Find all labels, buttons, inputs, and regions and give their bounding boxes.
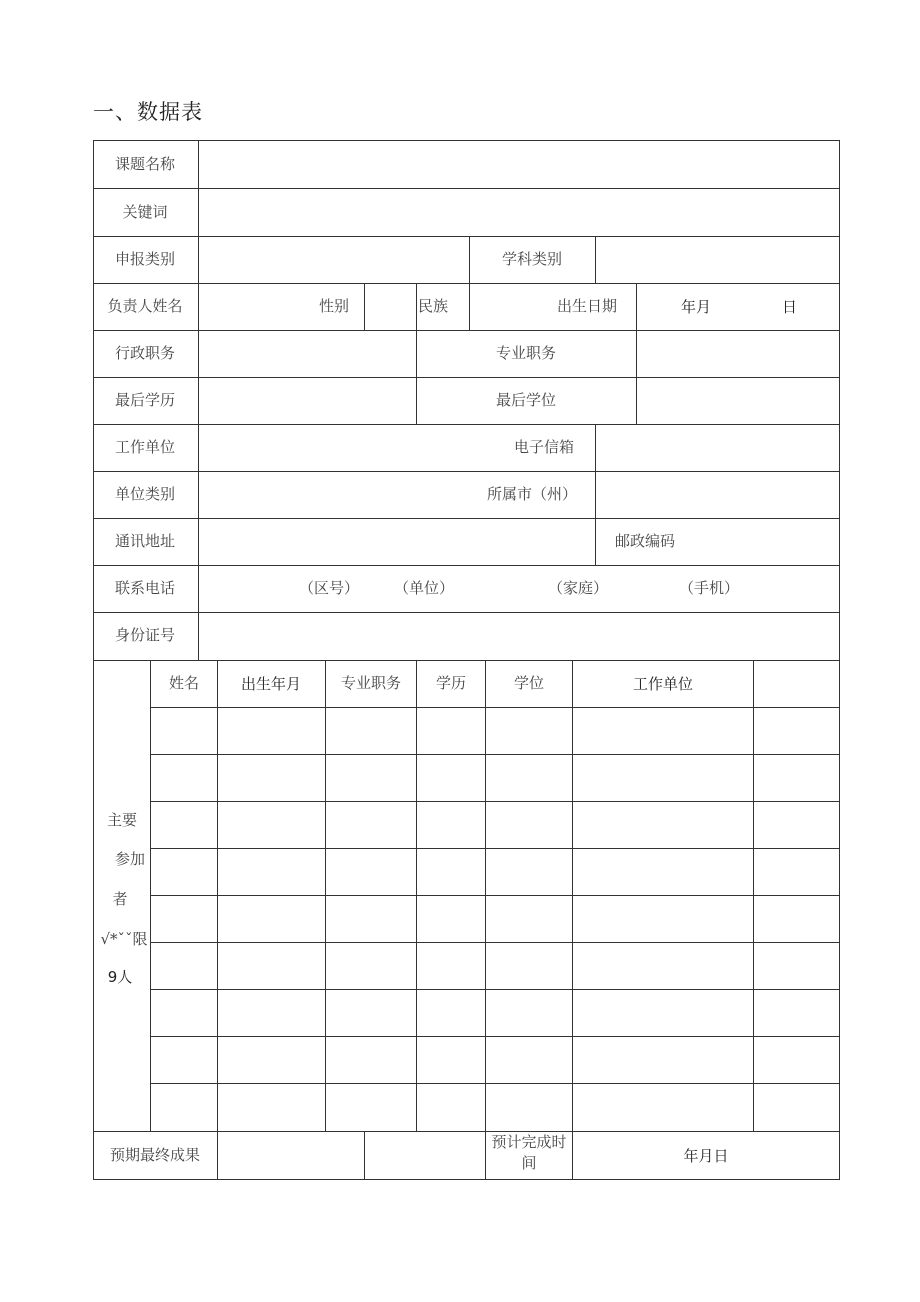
final-education-label: 最后学历	[114, 391, 176, 409]
address-label: 通讯地址	[114, 532, 176, 550]
id-number-label: 身份证号	[114, 626, 176, 644]
birth-date-year-month[interactable]: 年月	[681, 298, 712, 316]
phone-work[interactable]: （单位）	[394, 579, 455, 597]
phone-mobile[interactable]: （手机）	[679, 579, 740, 597]
admin-position-label: 行政职务	[114, 344, 176, 362]
planned-completion-label: 预计完成时	[491, 1133, 567, 1151]
column-divider	[364, 1131, 365, 1180]
final-education-field[interactable]	[199, 378, 416, 424]
keywords-label: 关键词	[122, 203, 168, 221]
birth-date-day[interactable]: 日	[782, 298, 798, 316]
participants-column-header: 姓名	[168, 674, 200, 692]
city-field[interactable]	[596, 472, 839, 518]
keywords-field[interactable]	[199, 189, 839, 236]
row-divider	[93, 1131, 840, 1132]
participants-column-header: 学历	[435, 674, 467, 692]
row-divider	[93, 565, 840, 566]
address-field[interactable]	[199, 519, 595, 565]
topic-name-label: 课题名称	[114, 155, 176, 173]
completion-date-field[interactable]: 年月日	[683, 1147, 729, 1165]
participants-side-label: 参加	[114, 850, 146, 868]
phone-label: 联系电话	[114, 579, 176, 597]
professional-title-label: 专业职务	[495, 344, 557, 362]
birth-date-label: 出生日期	[557, 297, 618, 315]
leader-name-field[interactable]	[199, 284, 309, 330]
ethnicity-label: 民族	[418, 297, 449, 315]
participants-column-header: 工作单位	[632, 675, 694, 693]
column-divider	[469, 236, 470, 330]
column-divider	[416, 330, 417, 424]
participants-limit-label: √*ˇˇ限	[100, 930, 148, 948]
apply-category-label: 申报类别	[114, 250, 176, 268]
column-divider	[636, 283, 637, 330]
participants-side-label: 者	[112, 890, 128, 908]
apply-category-field[interactable]	[199, 237, 469, 283]
participants-side-label: 主要	[106, 811, 138, 829]
participants-column-header: 出生年月	[240, 675, 302, 693]
page-title: 一、数据表	[93, 100, 203, 124]
participants-column-header: 专业职务	[340, 674, 402, 692]
id-number-field[interactable]	[199, 613, 839, 660]
postal-code-label: 邮政编码	[615, 532, 676, 550]
work-unit-label: 工作单位	[114, 438, 176, 456]
unit-type-label: 单位类别	[114, 485, 176, 503]
phone-area-code[interactable]: （区号）	[299, 579, 360, 597]
professional-title-field[interactable]	[637, 331, 839, 377]
city-label: 所属市（州）	[487, 485, 578, 503]
subject-category-label: 学科类别	[501, 250, 563, 268]
row-divider	[93, 660, 840, 661]
expected-result-label: 预期最终成果	[109, 1146, 201, 1164]
participants-limit-count: 9人	[107, 968, 133, 986]
planned-completion-label: 间	[521, 1154, 537, 1172]
admin-position-field[interactable]	[199, 331, 416, 377]
gender-label: 性别	[319, 297, 350, 315]
phone-home[interactable]: （家庭）	[548, 579, 609, 597]
participants-entry-grid[interactable]	[151, 708, 840, 1131]
column-divider	[416, 283, 417, 330]
leader-name-label: 负责人姓名	[107, 297, 183, 315]
gender-field[interactable]	[365, 284, 416, 330]
participants-column-header: 学位	[513, 674, 545, 692]
subject-category-field[interactable]	[596, 237, 839, 283]
final-degree-label: 最后学位	[495, 391, 557, 409]
topic-name-field[interactable]	[199, 141, 839, 188]
final-degree-field[interactable]	[637, 378, 839, 424]
expected-result-field[interactable]	[218, 1132, 364, 1180]
email-field[interactable]	[596, 425, 839, 471]
email-label: 电子信箱	[514, 438, 575, 456]
